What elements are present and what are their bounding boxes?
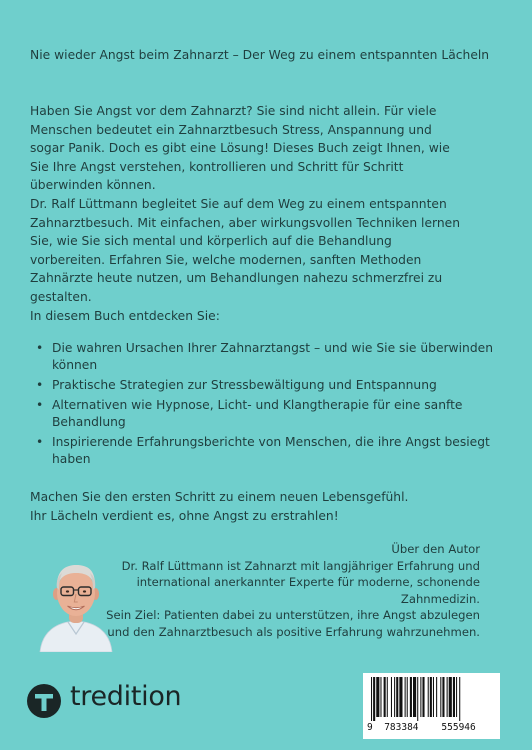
barcode-bar xyxy=(394,677,395,717)
list-item xyxy=(36,434,506,468)
barcode-bar xyxy=(410,677,412,717)
barcode-bar xyxy=(453,677,455,717)
barcode-bar xyxy=(413,677,416,717)
barcode-bar xyxy=(407,677,408,717)
barcode-bar xyxy=(417,677,418,721)
bullet-icon: • xyxy=(36,341,44,355)
barcode-bar xyxy=(433,677,434,717)
isbn-barcode xyxy=(363,673,500,739)
intro-line: Dr. Ralf Lüttmann begleitet Sie auf dem Weg zu einem entspannten xyxy=(30,196,447,211)
publisher-name: tredition xyxy=(70,681,182,712)
barcode-bars xyxy=(371,677,492,721)
bullet-icon: • xyxy=(36,377,44,392)
intro-line: Zahnärzte heute nutzen, um Behandlungen nahezu schmerzfrei zu xyxy=(30,271,443,286)
barcode-bar xyxy=(399,677,402,717)
closing-text xyxy=(30,488,508,525)
intro-line: Sie Ihre Angst verstehen, kontrollieren und Schritt für Schritt xyxy=(30,159,404,174)
intro-line: überwinden können. xyxy=(30,178,156,193)
barcode-bar xyxy=(373,677,375,721)
barcode-bar xyxy=(428,677,429,717)
list-item-text: Praktische Strategien zur Stressbewältigung und Entspannung xyxy=(52,377,437,392)
barcode-bar xyxy=(422,677,424,717)
barcode-bar xyxy=(447,677,448,717)
author-line: Sein Ziel: Patienten dabei zu unterstützen, ihre Angst abzulegen xyxy=(106,608,480,623)
intro-text xyxy=(30,102,508,325)
author-line: und den Zahnarztbesuch als positive Erfahrung wahrzunehmen. xyxy=(107,624,480,639)
author-bio xyxy=(104,541,480,641)
list-item-text: Die wahren Ursachen Ihrer Zahnarztangst – und wie Sie sie überwinden können xyxy=(52,341,493,373)
author-photo xyxy=(38,556,114,652)
bullet-icon: • xyxy=(36,434,44,449)
closing-line: Ihr Lächeln verdient es, ohne Angst zu erstrahlen! xyxy=(30,508,339,523)
barcode-bar xyxy=(442,677,444,717)
barcode-bar xyxy=(405,677,406,717)
bullet-icon: • xyxy=(36,397,44,412)
list-item-text: Inspirierende Erfahrungsberichte von Menschen, die ihre Angst besiegt haben xyxy=(52,434,490,466)
author-line: international anerkannter Experte für moderne, schonende xyxy=(136,575,480,590)
barcode-bar xyxy=(436,677,437,717)
barcode-bar xyxy=(387,677,388,717)
intro-line: Sie, wie Sie sich mental und körperlich auf die Behandlung xyxy=(30,234,392,249)
barcode-bar xyxy=(449,677,452,717)
barcode-first-digit: 9 xyxy=(367,722,373,733)
barcode-bar xyxy=(376,677,379,717)
barcode-bar xyxy=(420,677,421,717)
barcode-group-1: 783384 xyxy=(384,722,419,733)
intro-line: In diesem Buch entdecken Sie: xyxy=(30,308,220,323)
barcode-bar xyxy=(456,677,457,717)
barcode-bar xyxy=(430,677,432,717)
author-heading: Über den Autor xyxy=(391,542,480,556)
barcode-bar xyxy=(396,677,398,717)
author-line: Zahnmedizin. xyxy=(400,591,480,606)
list-item-text: Alternativen wie Hypnose, Licht- und Klangtherapie für eine sanfte Behandlung xyxy=(52,397,463,429)
intro-line: sogar Panik. Doch es gibt eine Lösung! Dieses Buch zeigt Ihnen, wie xyxy=(30,141,450,156)
barcode-number xyxy=(367,722,497,733)
tredition-logo-icon xyxy=(26,683,62,719)
intro-line: Menschen bedeutet ein Zahnarztbesuch Stress, Anspannung und xyxy=(30,122,432,137)
intro-line: Zahnarztbesuch. Mit einfachen, aber wirkungsvollen Techniken lernen xyxy=(30,215,461,230)
intro-line: vorbereiten. Erfahren Sie, welche modernen, sanften Methoden xyxy=(30,252,422,267)
barcode-bar xyxy=(391,677,392,717)
list-item xyxy=(36,377,506,394)
list-item xyxy=(36,340,506,374)
feature-list xyxy=(36,340,506,470)
book-title: Nie wieder Angst beim Zahnarzt – Der Weg zu einem entspannten Lächeln xyxy=(30,48,490,62)
barcode-bar xyxy=(440,677,441,717)
list-item xyxy=(36,397,506,431)
barcode-bar xyxy=(384,677,386,717)
barcode-group-2: 555946 xyxy=(441,722,476,733)
barcode-bar xyxy=(459,677,460,721)
author-line: Dr. Ralf Lüttmann ist Zahnarzt mit langjähriger Erfahrung und xyxy=(121,558,480,573)
closing-line: Machen Sie den ersten Schritt zu einem neuen Lebensgefühl. xyxy=(30,490,409,504)
barcode-bar xyxy=(371,677,372,721)
intro-line: Haben Sie Angst vor dem Zahnarzt? Sie sind nicht allein. Für viele xyxy=(30,104,437,118)
intro-line: gestalten. xyxy=(30,289,92,304)
barcode-bar xyxy=(380,677,381,717)
